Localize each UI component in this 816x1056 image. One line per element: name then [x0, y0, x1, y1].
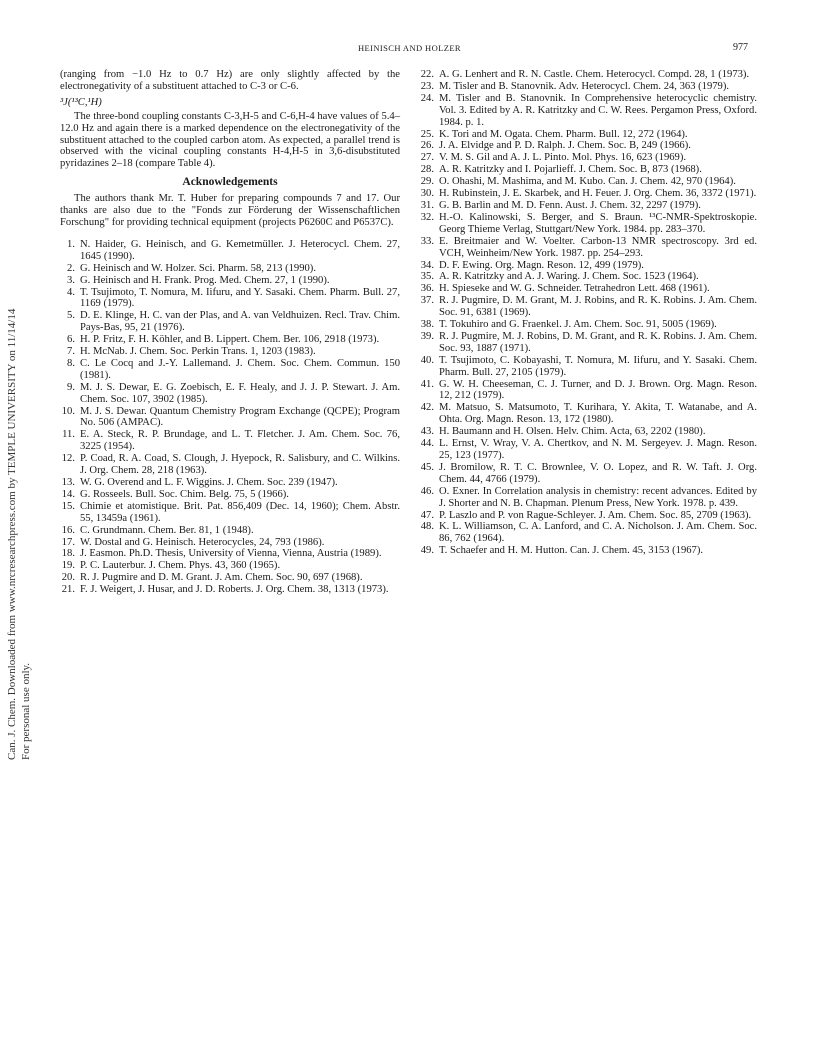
reference-text: K. L. Williamson, C. A. Lanford, and C. A. Nicholson. J. Am. Chem. Soc. 86, 762 (1964). — [439, 521, 757, 545]
reference-item — [60, 477, 400, 489]
reference-number: 24. — [420, 92, 434, 104]
reference-number: 14. — [61, 488, 75, 500]
reference-number: 36. — [420, 283, 434, 295]
reference-text: D. E. Klinge, H. C. van der Plas, and A. van Veldhuizen. Recl. Trav. Chim. Pays-Bas, 95, 21 (1976). — [80, 310, 400, 334]
running-header — [0, 43, 816, 57]
reference-text: P. Coad, R. A. Coad, S. Clough, J. Hyepock, R. Salisbury, and C. Wilkins. J. Org. Chem. 28, 218 (1963). — [80, 453, 400, 477]
reference-number: 25. — [420, 128, 434, 140]
reference-number: 10. — [61, 405, 75, 417]
reference-number: 20. — [61, 572, 75, 584]
reference-text: O. Exner. In Correlation analysis in chemistry: recent advances. Edited by J. Shorter and N. B. Chapman. Plenum Press, New York. 1978. p. 439. — [439, 485, 757, 509]
right-column — [419, 69, 757, 557]
reference-number: 45. — [420, 461, 434, 473]
reference-number: 40. — [420, 354, 434, 366]
reference-text: T. Tokuhiro and G. Fraenkel. J. Am. Chem. Soc. 91, 5005 (1969). — [439, 319, 717, 331]
reference-item — [60, 263, 400, 275]
reference-number: 46. — [420, 485, 434, 497]
reference-number: 7. — [67, 346, 75, 358]
reference-text: C. Le Cocq and J.-Y. Lallemand. J. Chem. Soc. Chem. Commun. 150 (1981). — [80, 357, 400, 381]
reference-number: 13. — [61, 477, 75, 488]
reference-number: 17. — [61, 536, 75, 548]
reference-item — [419, 140, 757, 152]
reference-item — [60, 275, 400, 287]
reference-item — [60, 560, 400, 572]
reference-item — [419, 283, 757, 295]
reference-text: G. W. H. Cheeseman, C. J. Turner, and D. J. Brown. Org. Magn. Reson. 12, 212 (1979). — [439, 378, 757, 402]
reference-item — [419, 319, 757, 331]
reference-text: F. J. Weigert, J. Husar, and J. D. Roberts. J. Org. Chem. 38, 1313 (1973). — [80, 584, 389, 596]
reference-text: G. Rosseels. Bull. Soc. Chim. Belg. 75, 5 (1966). — [80, 488, 289, 500]
reference-text: C. Grundmann. Chem. Ber. 81, 1 (1948). — [80, 524, 254, 536]
reference-item — [419, 521, 757, 545]
reference-item — [419, 164, 757, 176]
reference-text: T. Tsujimoto, T. Nomura, M. Iifuru, and Y. Sasaki. Chem. Pharm. Bull. 27, 1169 (1979). — [80, 286, 400, 310]
reference-item — [60, 287, 400, 311]
acknowledgements-heading: Acknowledgements — [182, 176, 278, 189]
reference-item — [419, 93, 757, 129]
reference-item — [60, 584, 400, 596]
reference-item — [60, 382, 400, 406]
reference-number: 32. — [420, 211, 434, 223]
reference-number: 1. — [67, 238, 75, 250]
reference-text: A. R. Katritzky and A. J. Waring. J. Chem. Soc. 1523 (1964). — [439, 271, 699, 283]
reference-number: 48. — [420, 521, 434, 533]
reference-text: W. Dostal and G. Heinisch. Heterocycles, 24, 793 (1986). — [80, 536, 325, 548]
reference-number: 16. — [61, 524, 75, 536]
reference-item — [419, 176, 757, 188]
reference-text: H. Rubinstein, J. E. Skarbek, and H. Feuer. J. Org. Chem. 36, 3372 (1971). — [439, 188, 757, 200]
reference-list-right — [419, 69, 757, 557]
reference-number: 11. — [62, 429, 75, 441]
reference-list-left — [60, 239, 400, 596]
reference-text: R. J. Pugmire, D. M. Grant, M. J. Robins, and R. K. Robins. J. Am. Chem. Soc. 91, 6381 (1969). — [439, 295, 757, 319]
reference-number: 18. — [61, 548, 75, 560]
reference-number: 23. — [420, 80, 434, 92]
reference-text: H. Spieseke and W. G. Schneider. Tetrahedron Lett. 468 (1961). — [439, 283, 710, 295]
reference-number: 15. — [61, 500, 75, 512]
reference-text: V. M. S. Gil and A. J. L. Pinto. Mol. Phys. 16, 623 (1969). — [439, 152, 687, 164]
reference-item — [60, 239, 400, 263]
page-number: 977 — [733, 42, 748, 53]
reference-text: O. Ohashi, M. Mashima, and M. Kubo. Can. J. Chem. 42, 970 (1964). — [439, 176, 736, 188]
reference-item — [419, 295, 757, 319]
reference-text: J. A. Elvidge and P. D. Ralph. J. Chem. Soc. B, 249 (1966). — [439, 140, 691, 152]
reference-text: H. P. Fritz, F. H. Köhler, and B. Lippert. Chem. Ber. 106, 2918 (1973). — [80, 334, 380, 346]
reference-item — [60, 346, 400, 358]
reference-item — [60, 358, 400, 382]
reference-item — [419, 260, 757, 272]
reference-number: 41. — [420, 378, 434, 390]
reference-text: W. G. Overend and L. F. Wiggins. J. Chem. Soc. 239 (1947). — [80, 477, 338, 488]
reference-number: 44. — [420, 438, 434, 450]
download-watermark — [4, 230, 40, 760]
reference-number: 3. — [67, 274, 75, 286]
reference-item — [419, 81, 757, 93]
reference-item — [60, 537, 400, 549]
intro-paragraph: (ranging from −1.0 Hz to 0.7 Hz) are only slightly affected by the electronegativity of a substituent attached to C-3 or C-6. — [60, 69, 400, 92]
reference-number: 2. — [67, 262, 75, 274]
reference-number: 4. — [67, 286, 75, 298]
reference-text: G. Heinisch and H. Frank. Prog. Med. Chem. 27, 1 (1990). — [80, 274, 330, 286]
reference-item — [419, 236, 757, 260]
reference-number: 38. — [420, 319, 434, 331]
reference-number: 28. — [420, 164, 434, 176]
reference-item — [60, 548, 400, 560]
reference-item — [419, 462, 757, 486]
reference-number: 31. — [420, 199, 434, 211]
reference-text: T. Schaefer and H. M. Hutton. Can. J. Chem. 45, 3153 (1967). — [439, 545, 704, 557]
reference-item — [60, 406, 400, 430]
reference-number: 19. — [61, 560, 75, 572]
reference-item — [419, 69, 757, 81]
left-column — [60, 69, 400, 596]
reference-text: M. J. S. Dewar. Quantum Chemistry Program Exchange (QCPE); Program No. 506 (AMPAC). — [80, 405, 400, 429]
reference-text: H.-O. Kalinowski, S. Berger, and S. Braun. ¹³C-NMR-Spektroskopie. Georg Thieme Verlag, Stuttgart/New York. 1984. pp. 283–370. — [439, 211, 757, 235]
reference-text: N. Haider, G. Heinisch, and G. Kemetmüller. J. Heterocycl. Chem. 27, 1645 (1990). — [80, 238, 400, 262]
reference-text: H. McNab. J. Chem. Soc. Perkin Trans. 1, 1203 (1983). — [80, 346, 316, 358]
reference-number: 26. — [420, 140, 434, 152]
reference-item — [419, 438, 757, 462]
reference-text: E. A. Steck, R. P. Brundage, and L. T. Fletcher. J. Am. Chem. Soc. 76, 3225 (1954). — [80, 429, 400, 453]
reference-text: M. Tisler and B. Stanovnik. Adv. Heterocycl. Chem. 24, 363 (1979). — [439, 80, 730, 92]
reference-text: D. F. Ewing. Org. Magn. Reson. 12, 499 (1979). — [439, 259, 644, 271]
reference-item — [60, 310, 400, 334]
reference-number: 27. — [420, 152, 434, 164]
reference-item — [419, 152, 757, 164]
reference-number: 37. — [420, 295, 434, 307]
reference-number: 9. — [67, 381, 75, 393]
acknowledgements-paragraph: The authors thank Mr. T. Huber for preparing compounds 7 and 17. Our thanks are also due to the "Fonds zur Förderung der Wissenschaftlichen Forschung" for providing technical equipment (projects P6260C and P6537C). — [60, 193, 400, 228]
reference-text: M. J. S. Dewar, E. G. Zoebisch, E. F. Healy, and J. J. P. Stewart. J. Am. Chem. Soc. 107, 3902 (1985). — [80, 381, 400, 405]
reference-number: 43. — [420, 426, 434, 438]
reference-text: J. Bromilow, R. T. C. Brownlee, V. O. Lopez, and R. W. Taft. J. Org. Chem. 44, 4766 (1979). — [439, 461, 757, 485]
reference-item — [60, 429, 400, 453]
reference-number: 6. — [67, 334, 75, 346]
reference-text: K. Tori and M. Ogata. Chem. Pharm. Bull. 12, 272 (1964). — [439, 128, 688, 140]
reference-number: 47. — [420, 509, 434, 521]
reference-text: L. Ernst, V. Wray, V. A. Chertkov, and N. M. Sergeyev. J. Magn. Reson. 25, 123 (1977). — [439, 438, 757, 461]
reference-number: 30. — [420, 188, 434, 200]
reference-item — [60, 501, 400, 525]
reference-item — [419, 486, 757, 510]
reference-item — [60, 453, 400, 477]
reference-text: A. G. Lenhert and R. N. Castle. Chem. Heterocycl. Compd. 28, 1 (1973). — [439, 69, 750, 80]
reference-text: P. C. Lauterbur. J. Chem. Phys. 43, 360 (1965). — [80, 560, 281, 572]
reference-number: 35. — [420, 271, 434, 283]
reference-item — [419, 379, 757, 403]
reference-item — [60, 525, 400, 537]
reference-text: R. J. Pugmire and D. M. Grant. J. Am. Chem. Soc. 90, 697 (1968). — [80, 572, 363, 584]
personal-use-notice: For personal use only. — [20, 662, 32, 760]
reference-item — [419, 200, 757, 212]
reference-text: E. Breitmaier and W. Voelter. Carbon-13 NMR spectroscopy. 3rd ed. VCH, Weinheim/New York. 1987. pp. 254–293. — [439, 235, 757, 259]
reference-number: 22. — [420, 69, 434, 80]
coupling-paragraph: The three-bond coupling constants C-3,H-5 and C-6,H-4 have values of 5.4–12.0 Hz and again there is a marked dependence on the electronegativity of the substituent attached to the coupled carbon atom. As expected, a parallel trend is observed with the vicinal coupling constants H-4,H-5 in 3,6-disubstituted pyridazines 2–18 (compare Table 4). — [60, 110, 400, 170]
reference-item — [419, 271, 757, 283]
reference-number: 33. — [420, 235, 434, 247]
reference-text: M. Tisler and B. Stanovnik. In Comprehensive heterocyclic chemistry. Vol. 3. Edited by A. R. Katritzky and C. W. Rees. Pergamon Press, Oxford. 1984. p. 1. — [439, 92, 757, 128]
reference-number: 29. — [420, 176, 434, 188]
reference-item — [419, 331, 757, 355]
download-notice: Can. J. Chem. Downloaded from www.nrcresearchpress.com by TEMPLE UNIVERSITY on 11/14/14 — [6, 308, 18, 760]
running-title: HEINISCH AND HOLZER — [358, 43, 461, 53]
reference-text: M. Matsuo, S. Matsumoto, T. Kurihara, Y. Akita, T. Watanabe, and A. Ohta. Org. Magn. Reson. 13, 172 (1980). — [439, 402, 757, 426]
reference-number: 39. — [420, 330, 434, 342]
reference-text: A. R. Katritzky and I. Pojarlieff. J. Chem. Soc. B, 873 (1968). — [439, 164, 702, 176]
reference-item — [419, 355, 757, 379]
reference-item — [419, 188, 757, 200]
reference-item — [419, 545, 757, 557]
reference-text: G. B. Barlin and M. D. Fenn. Aust. J. Chem. 32, 2297 (1979). — [439, 199, 701, 211]
reference-item — [419, 510, 757, 522]
reference-item — [419, 129, 757, 141]
reference-number: 8. — [67, 357, 75, 369]
reference-item — [419, 402, 757, 426]
reference-text: G. Heinisch and W. Holzer. Sci. Pharm. 58, 213 (1990). — [80, 262, 316, 274]
reference-number: 49. — [420, 545, 434, 557]
reference-number: 12. — [61, 453, 75, 465]
reference-item — [60, 489, 400, 501]
reference-item — [60, 334, 400, 346]
coupling-subheading: ³J(¹³C,¹H) — [60, 96, 102, 108]
reference-number: 5. — [67, 310, 75, 322]
reference-text: P. Laszlo and P. von Rague-Schleyer. J. Am. Chem. Soc. 85, 2709 (1963). — [439, 509, 752, 521]
reference-item — [419, 212, 757, 236]
reference-number: 21. — [61, 584, 75, 596]
reference-text: J. Easmon. Ph.D. Thesis, University of Vienna, Vienna, Austria (1989). — [80, 548, 382, 560]
reference-number: 34. — [420, 259, 434, 271]
reference-number: 42. — [420, 402, 434, 414]
reference-text: T. Tsujimoto, C. Kobayashi, T. Nomura, M. Iifuru, and Y. Sasaki. Chem. Pharm. Bull. 27, 2105 (1979). — [439, 354, 757, 378]
reference-text: H. Baumann and H. Olsen. Helv. Chim. Acta, 63, 2202 (1980). — [439, 426, 706, 438]
reference-item — [60, 572, 400, 584]
reference-item — [419, 426, 757, 438]
reference-text: Chimie et atomistique. Brit. Pat. 856,409 (Dec. 14, 1960); Chem. Abstr. 55, 13459a (1961). — [80, 500, 400, 524]
reference-text: R. J. Pugmire, M. J. Robins, D. M. Grant, and R. K. Robins. J. Am. Chem. Soc. 93, 1887 (1971). — [439, 330, 757, 354]
